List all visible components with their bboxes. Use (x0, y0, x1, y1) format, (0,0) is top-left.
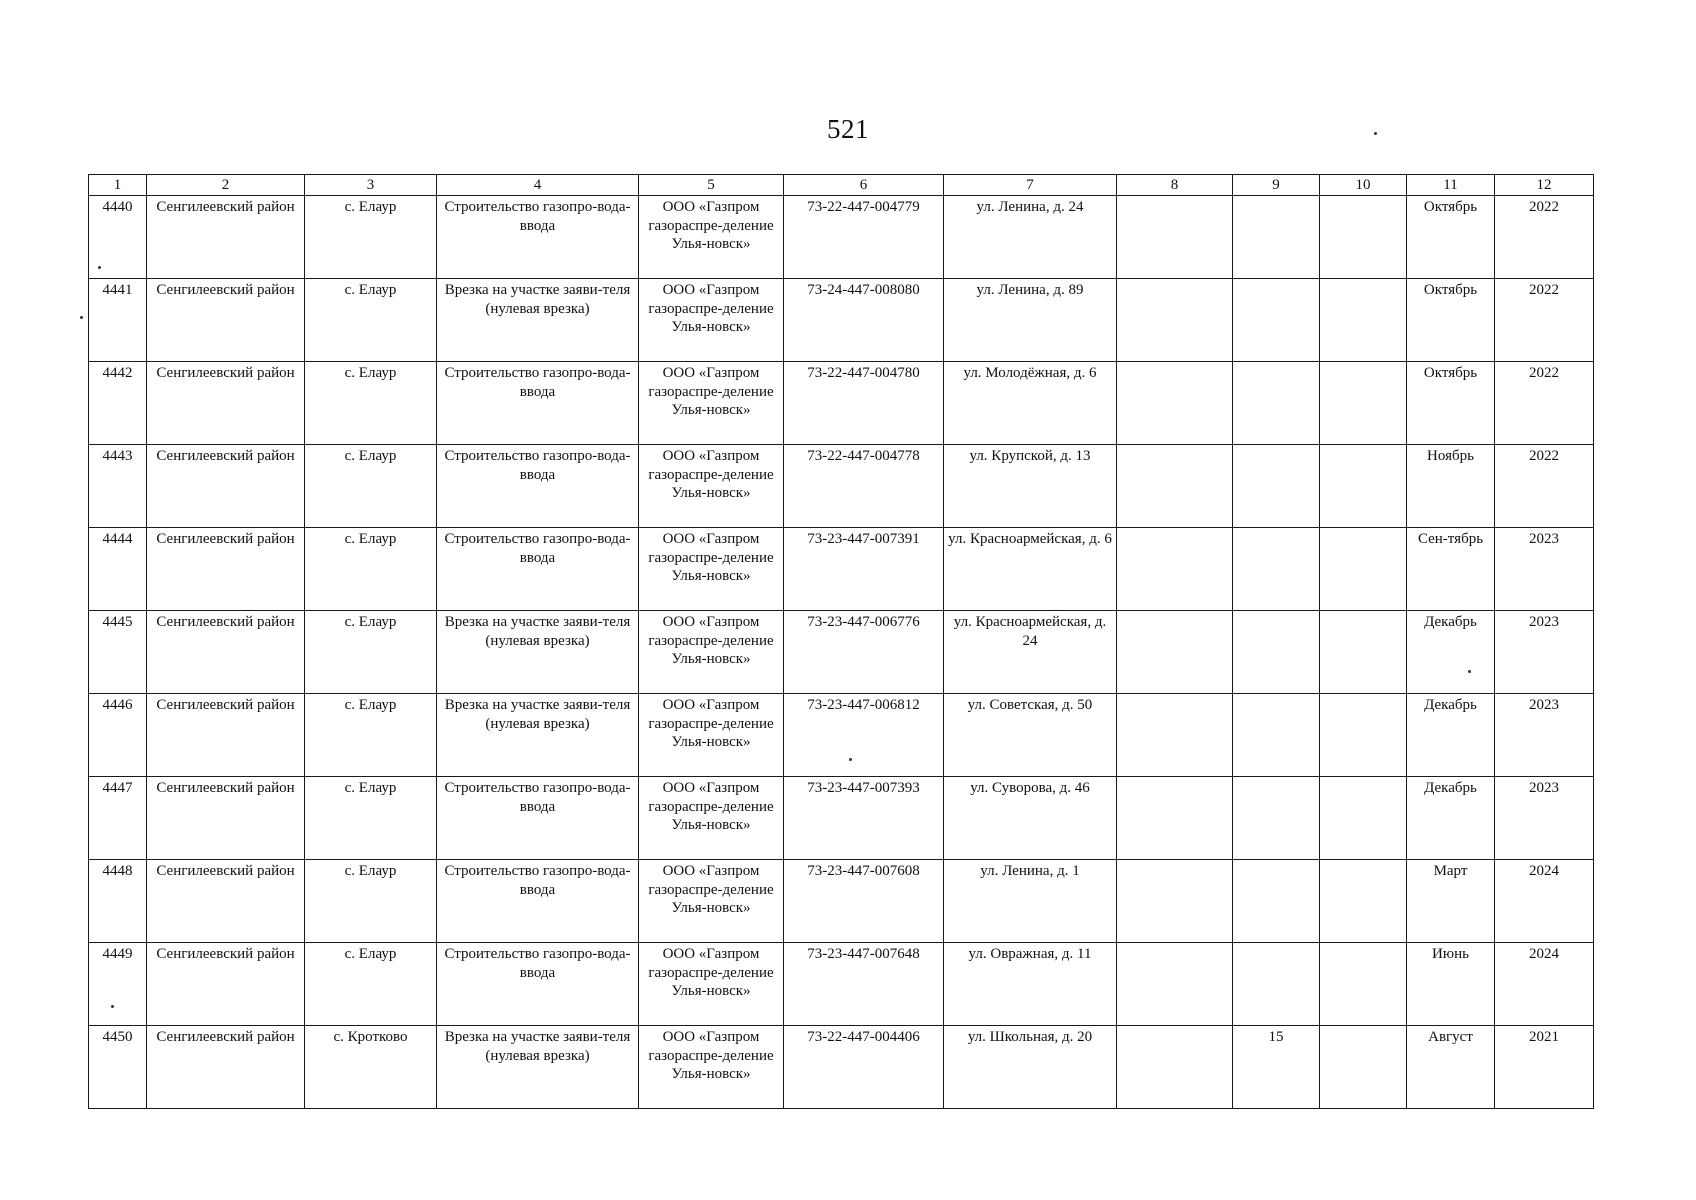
table-cell-col10 (1320, 196, 1407, 279)
registry-table (88, 174, 1594, 1109)
table-cell-col3: с. Елаур (305, 528, 437, 611)
table-cell-col2: Сенгилеевский район (147, 362, 305, 445)
table-cell-col1: 4450 (89, 1026, 147, 1109)
table-row (89, 777, 1594, 860)
scan-speck (1468, 670, 1471, 673)
table-cell-col5: ООО «Газпром газораспре-деление Улья-новск» (639, 528, 784, 611)
table-cell-col2: Сенгилеевский район (147, 694, 305, 777)
table-cell-col8 (1117, 611, 1233, 694)
table-row (89, 943, 1594, 1026)
table-cell-col8 (1117, 777, 1233, 860)
table-cell-col9 (1233, 777, 1320, 860)
table-cell-col12: 2023 (1495, 777, 1594, 860)
table-cell-col4: Врезка на участке заяви-теля (нулевая врезка) (437, 694, 639, 777)
table-cell-col12: 2024 (1495, 860, 1594, 943)
table-cell-col12: 2023 (1495, 528, 1594, 611)
table-cell-col3: с. Елаур (305, 445, 437, 528)
table-cell-col10 (1320, 362, 1407, 445)
table-body (89, 196, 1594, 1109)
table-cell-col11: Октябрь (1407, 362, 1495, 445)
table-cell-col6: 73-24-447-008080 (784, 279, 944, 362)
table-cell-col1: 4441 (89, 279, 147, 362)
table-cell-col3: с. Елаур (305, 860, 437, 943)
table-cell-col3: с. Елаур (305, 362, 437, 445)
column-header: 12 (1495, 175, 1594, 196)
table-cell-col10 (1320, 777, 1407, 860)
table-cell-col1: 4447 (89, 777, 147, 860)
column-header: 10 (1320, 175, 1407, 196)
table-cell-col5: ООО «Газпром газораспре-деление Улья-новск» (639, 694, 784, 777)
table-cell-col5: ООО «Газпром газораспре-деление Улья-новск» (639, 196, 784, 279)
table-cell-col9 (1233, 196, 1320, 279)
table-cell-col3: с. Елаур (305, 279, 437, 362)
table-cell-col7: ул. Крупской, д. 13 (944, 445, 1117, 528)
table-cell-col5: ООО «Газпром газораспре-деление Улья-новск» (639, 1026, 784, 1109)
table-cell-col11: Август (1407, 1026, 1495, 1109)
table-cell-col3: с. Елаур (305, 196, 437, 279)
table-cell-col4: Строительство газопро-вода-ввода (437, 196, 639, 279)
table-cell-col9 (1233, 528, 1320, 611)
table-cell-col6: 73-22-447-004406 (784, 1026, 944, 1109)
table-cell-col6: 73-23-447-007391 (784, 528, 944, 611)
table-cell-col10 (1320, 528, 1407, 611)
table-cell-col9: 15 (1233, 1026, 1320, 1109)
table-cell-col2: Сенгилеевский район (147, 196, 305, 279)
table-cell-col3: с. Елаур (305, 694, 437, 777)
table-cell-col8 (1117, 943, 1233, 1026)
scan-speck (80, 316, 83, 319)
table-cell-col12: 2022 (1495, 196, 1594, 279)
table-cell-col2: Сенгилеевский район (147, 860, 305, 943)
table-cell-col2: Сенгилеевский район (147, 943, 305, 1026)
table-cell-col2: Сенгилеевский район (147, 1026, 305, 1109)
column-header: 11 (1407, 175, 1495, 196)
table-cell-col9 (1233, 860, 1320, 943)
table-cell-col7: ул. Ленина, д. 89 (944, 279, 1117, 362)
table-header (89, 175, 1594, 196)
table-cell-col1: 4444 (89, 528, 147, 611)
column-header: 3 (305, 175, 437, 196)
table-row (89, 362, 1594, 445)
table-cell-col8 (1117, 860, 1233, 943)
table-cell-col11: Октябрь (1407, 279, 1495, 362)
column-number-row (89, 175, 1594, 196)
table-cell-col8 (1117, 528, 1233, 611)
table-cell-col3: с. Кротково (305, 1026, 437, 1109)
table-cell-col12: 2024 (1495, 943, 1594, 1026)
table-cell-col8 (1117, 445, 1233, 528)
table-cell-col5: ООО «Газпром газораспре-деление Улья-новск» (639, 445, 784, 528)
table-row (89, 196, 1594, 279)
table-cell-col4: Врезка на участке заяви-теля (нулевая врезка) (437, 279, 639, 362)
table-cell-col7: ул. Ленина, д. 24 (944, 196, 1117, 279)
table-cell-col6: 73-23-447-007608 (784, 860, 944, 943)
table-row (89, 445, 1594, 528)
table-cell-col4: Строительство газопро-вода-ввода (437, 362, 639, 445)
table-cell-col9 (1233, 362, 1320, 445)
table-cell-col4: Строительство газопро-вода-ввода (437, 943, 639, 1026)
table-cell-col6: 73-23-447-007393 (784, 777, 944, 860)
table-cell-col10 (1320, 611, 1407, 694)
column-header: 9 (1233, 175, 1320, 196)
table-cell-col5: ООО «Газпром газораспре-деление Улья-новск» (639, 611, 784, 694)
column-header: 1 (89, 175, 147, 196)
table-cell-col4: Врезка на участке заяви-теля (нулевая врезка) (437, 611, 639, 694)
table-cell-col6: 73-22-447-004780 (784, 362, 944, 445)
table-cell-col12: 2023 (1495, 694, 1594, 777)
table-cell-col4: Строительство газопро-вода-ввода (437, 777, 639, 860)
table-row (89, 1026, 1594, 1109)
table-cell-col6: 73-22-447-004778 (784, 445, 944, 528)
table-cell-col7: ул. Красноармейская, д. 6 (944, 528, 1117, 611)
column-header: 5 (639, 175, 784, 196)
table-cell-col9 (1233, 943, 1320, 1026)
table-cell-col2: Сенгилеевский район (147, 528, 305, 611)
table-cell-col5: ООО «Газпром газораспре-деление Улья-новск» (639, 777, 784, 860)
table-cell-col11: Декабрь (1407, 777, 1495, 860)
table-cell-col10 (1320, 1026, 1407, 1109)
table-cell-col3: с. Елаур (305, 943, 437, 1026)
table-cell-col11: Декабрь (1407, 611, 1495, 694)
table-cell-col10 (1320, 860, 1407, 943)
table-cell-col8 (1117, 279, 1233, 362)
table-cell-col10 (1320, 445, 1407, 528)
table-cell-col3: с. Елаур (305, 777, 437, 860)
table-cell-col3: с. Елаур (305, 611, 437, 694)
scan-speck (1374, 132, 1377, 135)
table-cell-col7: ул. Суворова, д. 46 (944, 777, 1117, 860)
table-cell-col6: 73-22-447-004779 (784, 196, 944, 279)
table-cell-col1: 4445 (89, 611, 147, 694)
table-row (89, 611, 1594, 694)
table-cell-col11: Март (1407, 860, 1495, 943)
table-cell-col11: Июнь (1407, 943, 1495, 1026)
column-header: 8 (1117, 175, 1233, 196)
table-cell-col11: Сен-тябрь (1407, 528, 1495, 611)
table-cell-col2: Сенгилеевский район (147, 279, 305, 362)
column-header: 4 (437, 175, 639, 196)
table-cell-col10 (1320, 279, 1407, 362)
column-header: 7 (944, 175, 1117, 196)
table-cell-col7: ул. Молодёжная, д. 6 (944, 362, 1117, 445)
table-cell-col4: Врезка на участке заяви-теля (нулевая врезка) (437, 1026, 639, 1109)
table-cell-col1: 4443 (89, 445, 147, 528)
table-cell-col9 (1233, 611, 1320, 694)
table-cell-col6: 73-23-447-007648 (784, 943, 944, 1026)
table-cell-col7: ул. Овражная, д. 11 (944, 943, 1117, 1026)
table-cell-col5: ООО «Газпром газораспре-деление Улья-новск» (639, 943, 784, 1026)
table-cell-col12: 2023 (1495, 611, 1594, 694)
table-cell-col1: 4448 (89, 860, 147, 943)
page-number: 521 (827, 114, 869, 144)
table-cell-col8 (1117, 1026, 1233, 1109)
table-cell-col1: 4442 (89, 362, 147, 445)
column-header: 2 (147, 175, 305, 196)
table-cell-col8 (1117, 694, 1233, 777)
table-cell-col1: 4440 (89, 196, 147, 279)
table-cell-col9 (1233, 694, 1320, 777)
table-cell-col9 (1233, 279, 1320, 362)
table-cell-col12: 2022 (1495, 445, 1594, 528)
table-cell-col1: 4446 (89, 694, 147, 777)
column-header: 6 (784, 175, 944, 196)
table-cell-col5: ООО «Газпром газораспре-деление Улья-новск» (639, 860, 784, 943)
table-cell-col7: ул. Советская, д. 50 (944, 694, 1117, 777)
scan-speck (98, 266, 101, 269)
table-cell-col7: ул. Красноармейская, д. 24 (944, 611, 1117, 694)
scan-speck (849, 758, 852, 761)
table-cell-col11: Октябрь (1407, 196, 1495, 279)
table-cell-col7: ул. Ленина, д. 1 (944, 860, 1117, 943)
table-cell-col12: 2022 (1495, 362, 1594, 445)
table-cell-col2: Сенгилеевский район (147, 445, 305, 528)
table-row (89, 528, 1594, 611)
table-row (89, 694, 1594, 777)
table-row (89, 279, 1594, 362)
scan-speck (111, 1005, 114, 1008)
table-cell-col12: 2022 (1495, 279, 1594, 362)
table-cell-col11: Ноябрь (1407, 445, 1495, 528)
table-cell-col10 (1320, 694, 1407, 777)
table-cell-col7: ул. Школьная, д. 20 (944, 1026, 1117, 1109)
table-cell-col9 (1233, 445, 1320, 528)
table-cell-col6: 73-23-447-006812 (784, 694, 944, 777)
table-cell-col5: ООО «Газпром газораспре-деление Улья-новск» (639, 362, 784, 445)
table-cell-col5: ООО «Газпром газораспре-деление Улья-новск» (639, 279, 784, 362)
table-row (89, 860, 1594, 943)
table-cell-col10 (1320, 943, 1407, 1026)
table-cell-col11: Декабрь (1407, 694, 1495, 777)
table-cell-col4: Строительство газопро-вода-ввода (437, 445, 639, 528)
table-cell-col2: Сенгилеевский район (147, 611, 305, 694)
table-cell-col8 (1117, 362, 1233, 445)
table-cell-col4: Строительство газопро-вода-ввода (437, 860, 639, 943)
table-cell-col1: 4449 (89, 943, 147, 1026)
table-cell-col12: 2021 (1495, 1026, 1594, 1109)
table-cell-col4: Строительство газопро-вода-ввода (437, 528, 639, 611)
table-cell-col8 (1117, 196, 1233, 279)
table-cell-col2: Сенгилеевский район (147, 777, 305, 860)
table-cell-col6: 73-23-447-006776 (784, 611, 944, 694)
